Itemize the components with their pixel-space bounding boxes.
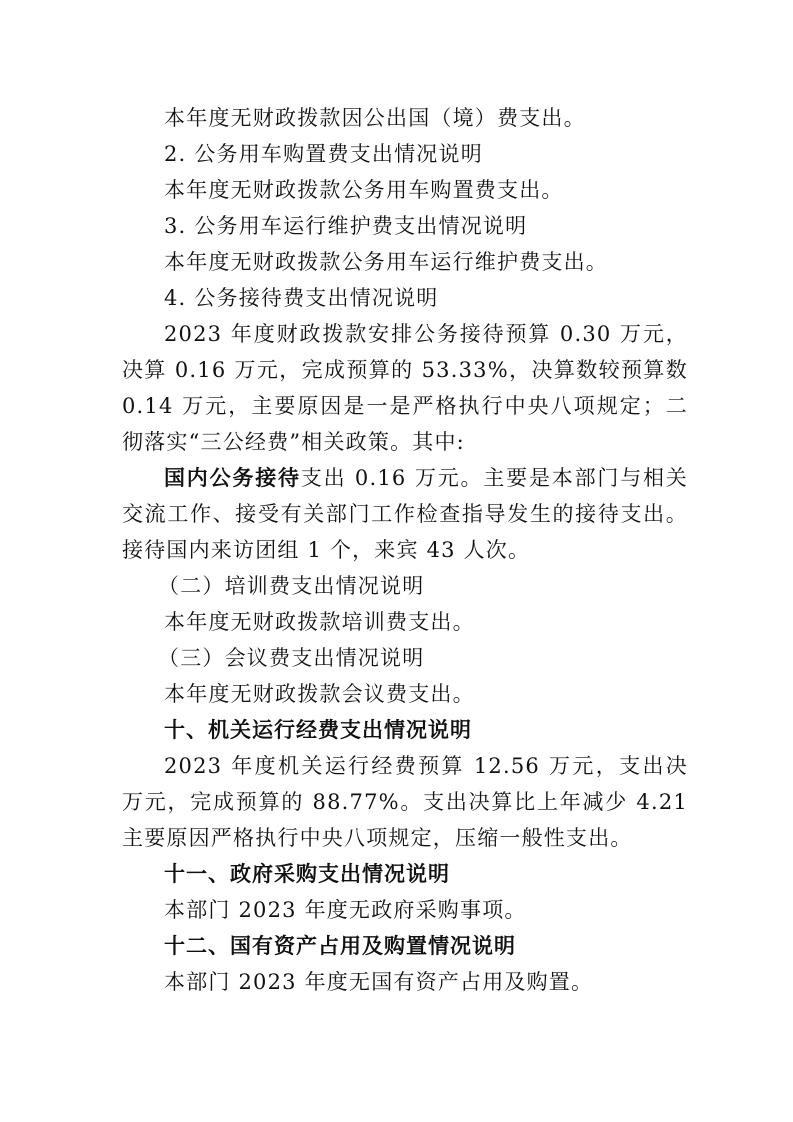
heading-section-12: 十二、国有资产占用及购置情况说明	[164, 934, 516, 958]
paragraph-vehicle-operation: 本年度无财政拨款公务用车运行维护费支出。	[164, 250, 608, 274]
paragraph-reception-line-4: 彻落实“三公经费”相关政策。其中:	[122, 430, 465, 454]
paragraph-section-10-line-1: 2023 年度机关运行经费预算 12.56 万元，支出决	[164, 754, 688, 778]
paragraph-meeting: 本年度无财政拨款会议费支出。	[164, 682, 475, 706]
paragraph-section-12: 本部门 2023 年度无国有资产占用及购置。	[164, 970, 594, 994]
paragraph-training: 本年度无财政拨款培训费支出。	[164, 610, 475, 634]
paragraph-domestic-reception-line-2: 交流工作、接受有关部门工作检查指导发生的接待支出。	[122, 502, 688, 526]
heading-meeting: （三）会议费支出情况说明	[158, 646, 425, 670]
domestic-reception-label: 国内公务接待	[164, 466, 301, 490]
heading-training: （二）培训费支出情况说明	[158, 574, 425, 598]
document-page	[122, 100, 688, 1000]
heading-vehicle-operation: 3. 公务用车运行维护费支出情况说明	[164, 214, 528, 238]
heading-reception: 4. 公务接待费支出情况说明	[164, 286, 439, 310]
heading-vehicle-purchase: 2. 公务用车购置费支出情况说明	[164, 142, 483, 166]
paragraph-reception-line-1: 2023 年度财政拨款安排公务接待预算 0.30 万元，	[164, 322, 688, 346]
paragraph-reception-line-2: 决算 0.16 万元，完成预算的 53.33%，决算数较预算数	[122, 358, 688, 382]
paragraph-domestic-reception-line-1	[122, 460, 688, 496]
paragraph-reception-line-3: 0.14 万元，主要原因是一是严格执行中央八项规定；二	[122, 394, 688, 418]
paragraph-section-11: 本部门 2023 年度无政府采购事项。	[164, 898, 527, 922]
heading-section-10: 十、机关运行经费支出情况说明	[164, 718, 472, 742]
paragraph-outbound-travel: 本年度无财政拨款因公出国（境）费支出。	[164, 106, 586, 130]
paragraph-section-10-line-2: 万元，完成预算的 88.77%。支出决算比上年减少 4.21	[122, 790, 688, 814]
paragraph-domestic-reception-line-3: 接待国内来访团组 1 个，来宾 43 人次。	[122, 538, 531, 562]
paragraph-section-10-line-3: 主要原因严格执行中央八项规定，压缩一般性支出。	[122, 826, 633, 850]
heading-section-11: 十一、政府采购支出情况说明	[164, 862, 450, 886]
paragraph-vehicle-purchase: 本年度无财政拨款公务用车购置费支出。	[164, 178, 564, 202]
domestic-reception-text: 支出 0.16 万元。主要是本部门与相关	[300, 466, 688, 490]
